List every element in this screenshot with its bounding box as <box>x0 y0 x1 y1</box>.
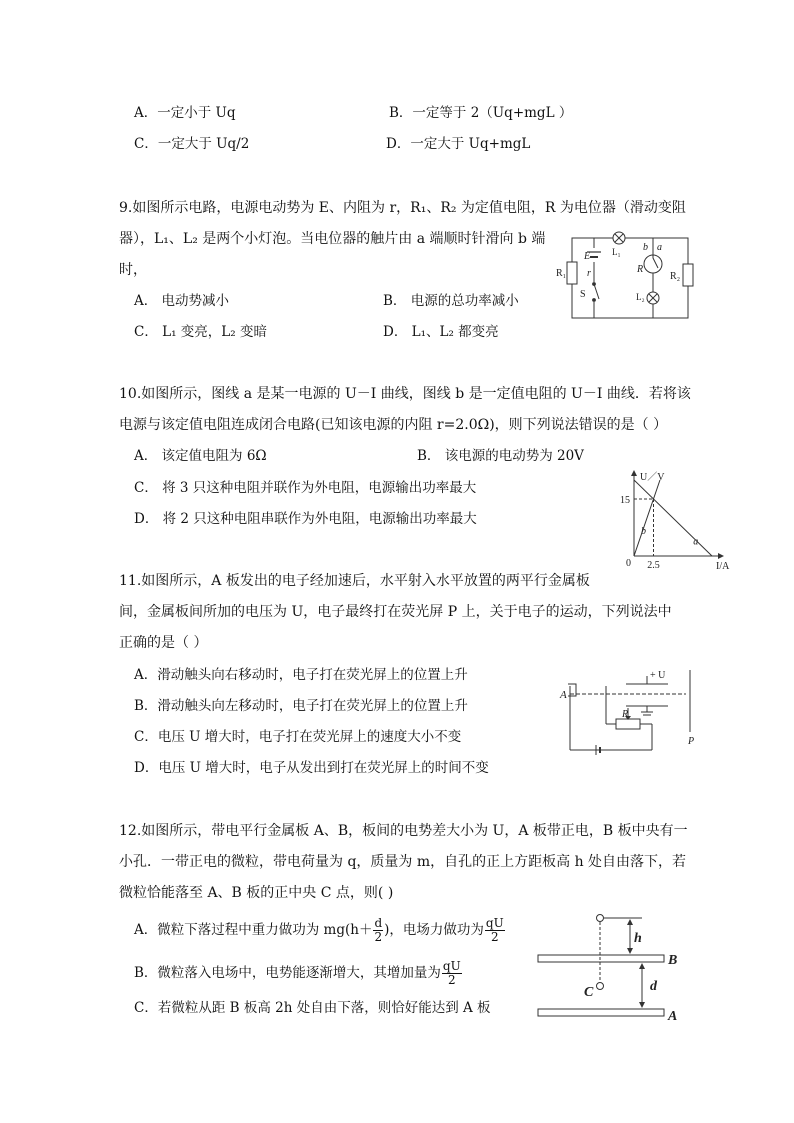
label-a: A <box>668 1009 678 1024</box>
q8-option-b: B．一定等于 2（Uq+mgL ） <box>389 105 573 121</box>
q8-option-a: A．一定小于 Uq <box>134 105 236 121</box>
lamp-l1 <box>613 232 625 244</box>
q12-stem-line2: 小孔．一带正电的微粒，带电荷量为 q，质量为 m，自孔的正上方距板高 h 处自由落下，若 <box>119 854 687 870</box>
fraction-denominator: 2 <box>448 973 456 987</box>
chart-y-label: U／V <box>640 472 665 483</box>
q12-stem-line3: 微粒恰能落至 A、B 板的正中央 C 点，则( ) <box>119 885 394 901</box>
label-b: b <box>643 242 648 253</box>
q9-option-d: D． L₁、L₂ 都变亮 <box>383 324 499 340</box>
q9-option-b: B． 电源的总功率减小 <box>383 293 519 309</box>
q11-option-c: C．电压 U 增大时，电子打在荧光屏上的速度大小不变 <box>134 729 462 745</box>
q10-stem-line2: 电源与该定值电阻连成闭合电路(已知该电源的内阻 r=2.0Ω)，则下列说法错误的是（ ） <box>119 417 668 433</box>
q9-stem-line1: 9.如图所示电路，电源电动势为 E、内阻为 r，R₁、R₂ 为定值电阻，R 为电位器（滑动变阻 <box>119 200 686 216</box>
fraction-qu-over-2 <box>442 960 462 987</box>
chart-series-label-b: b <box>641 525 647 537</box>
label-r2: R₂ <box>670 271 681 282</box>
q11-stem-line1: 11.如图所示，A 板发出的电子经加速后，水平射入水平放置的两平行金属板 <box>119 573 590 589</box>
q10-option-b: B． 该电源的电动势为 20V <box>417 448 584 464</box>
q8-option-d: D．一定大于 Uq+mgL <box>386 136 531 152</box>
q9-option-a: A． 电动势减小 <box>134 293 230 309</box>
fraction-denominator: 2 <box>374 930 383 944</box>
q12-parallel-plates-diagram <box>530 906 690 1024</box>
chart-series-line-b <box>634 480 660 556</box>
chart-y-tick-label: 15 <box>620 495 630 506</box>
label-screen-p: P <box>688 736 695 747</box>
q10-option-c: C． 将 3 只这种电阻并联作为外电阻，电源输出功率最大 <box>134 480 477 496</box>
q12-option-b-prefix: B．微粒落入电场中，电势能逐渐增大，其增加量为 <box>134 965 441 981</box>
q12-option-a-prefix: A．微粒下落过程中重力做功为 mg(h＋ <box>134 922 373 938</box>
fraction-qu-over-2 <box>485 917 505 944</box>
label-r1: R₁ <box>556 268 567 279</box>
plate-b <box>538 955 664 962</box>
label-l2: L₂ <box>636 292 645 302</box>
label-r-internal: r <box>587 268 591 279</box>
q12-option-b <box>134 960 463 987</box>
label-plate-a: A <box>560 689 567 701</box>
q9-stem-line3: 时， <box>119 262 147 278</box>
q11-stem-line2: 间，金属板间所加的电压为 U，电子最终打在荧光屏 P 上，关于电子的运动，下列说法中 <box>119 604 672 620</box>
q8-option-c: C．一定大于 Uq/2 <box>134 136 250 152</box>
height-h-arrow <box>627 919 633 954</box>
q10-option-a: A． 该定值电阻为 6Ω <box>134 448 267 464</box>
chart-x-tick-label: 2.5 <box>647 560 660 571</box>
particle-start <box>597 915 604 922</box>
plate-a <box>538 1009 664 1016</box>
fraction-numerator: d <box>374 916 383 930</box>
q11-stem-line3: 正确的是（ ） <box>119 635 208 651</box>
q9-circuit-diagram <box>558 228 698 324</box>
label-d: d <box>650 979 657 994</box>
chart-origin-label: 0 <box>626 558 631 569</box>
fraction-numerator: qU <box>485 916 504 930</box>
label-l1: L₁ <box>612 247 621 257</box>
q12-stem-line1: 12.如图所示，带电平行金属板 A、B，板间的电势差大小为 U，A 板带正电，B 板中央有一 <box>119 823 688 839</box>
label-resistor-r: R <box>622 709 629 720</box>
fraction-denominator: 2 <box>491 930 499 944</box>
distance-d-arrow <box>639 963 645 1008</box>
fraction-d-over-2 <box>373 917 383 944</box>
label-e: E <box>584 251 591 262</box>
q10-stem-line1: 10.如图所示，图线 a 是某一电源的 U－I 曲线，图线 b 是一定值电阻的 U－I 曲线．若将该 <box>119 386 691 402</box>
chart-series-line-a <box>634 480 712 556</box>
q11-option-b: B．滑动触头向左移动时，电子打在荧光屏上的位置上升 <box>134 698 468 714</box>
label-a: a <box>657 242 662 253</box>
label-s: S <box>580 289 586 300</box>
point-c <box>597 983 604 990</box>
chart-series-label-a: a <box>693 536 699 548</box>
q12-option-a-middle: )，电场力做功为 <box>384 922 484 938</box>
slider-resistor <box>616 719 640 729</box>
resistor-r1 <box>567 262 577 284</box>
q9-option-c: C． L₁ 变亮，L₂ 变暗 <box>134 324 267 340</box>
q12-option-a <box>134 917 506 944</box>
q12-option-c: C．若微粒从距 B 板高 2h 处自由下落，则恰好能达到 A 板 <box>134 1000 491 1016</box>
q11-deflection-diagram <box>556 666 698 762</box>
label-h: h <box>634 931 642 946</box>
fraction-numerator: qU <box>442 959 461 973</box>
q9-stem-line2: 器），L₁、L₂ 是两个小灯泡。当电位器的触片由 a 端顺时针滑向 b 端 <box>119 231 546 247</box>
chart-x-label: I/A <box>716 561 730 572</box>
label-b: B <box>668 953 678 968</box>
q11-option-a: A．滑动触头向右移动时，电子打在荧光屏上的位置上升 <box>134 667 468 683</box>
q10-option-d: D． 将 2 只这种电阻串联作为外电阻，电源输出功率最大 <box>134 511 477 527</box>
switch-s <box>588 282 600 302</box>
resistor-r2 <box>683 264 693 286</box>
lamp-l2 <box>647 292 659 304</box>
label-voltage-u: + U <box>650 670 666 681</box>
label-r: R <box>637 264 644 275</box>
potentiometer-r <box>644 252 662 273</box>
q10-ui-chart <box>614 468 734 572</box>
q11-option-d: D．电压 U 增大时，电子从发出到打在荧光屏上的时间不变 <box>134 760 489 776</box>
label-c: C <box>584 985 594 1000</box>
